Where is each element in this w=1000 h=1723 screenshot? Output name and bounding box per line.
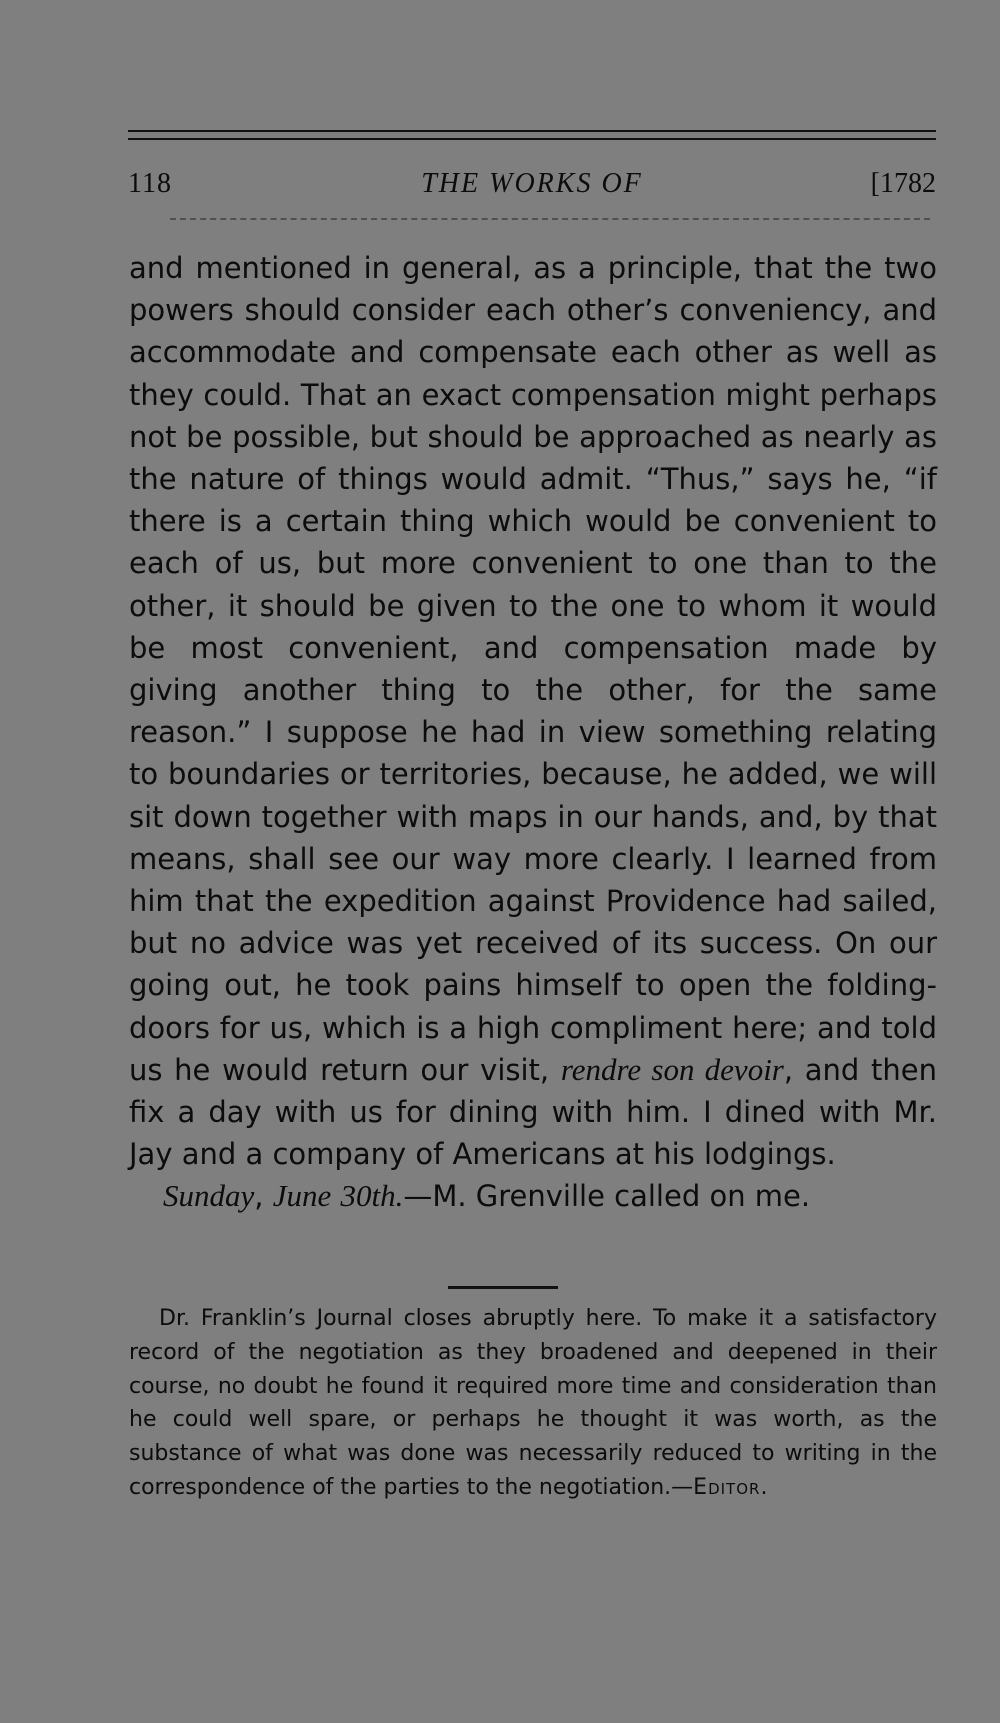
footnote-paragraph [129,1302,937,1505]
paragraph-text-end: , and then fix a day with us for dining with him. I dined with Mr. Jay and a company of Americans at his lodgings. [129,1052,937,1172]
paragraph-text: and mentioned in general, as a principle, that the two powers should consider each other’s conveniency, and accommodate and compensate each other as well as they could. That an exact compensation might perhaps not be possible, but should be approached as nearly as the nature of things would admit. “Thus,” says he, “if there is a certain thing which would be convenient to each of us, but more convenient to one than to the other, it should be given to the one to whom it would be most convenient, and compensation made by giving another thing to the other, for the same reason.” I suppose he had in view something relating to boundaries or territories, because, he added, we will sit down together with maps in our hands, and, by that means, shall see our way more clearly. I learned from him that the expedition against Providence had sailed, but no advice was yet received of its success. On our going out, he took pains himself to open the folding-doors for us, which is a high compliment here; and told us he would return our visit, [129,251,937,1087]
top-rule-lower [128,138,936,140]
footnote-separator [448,1286,558,1289]
entry-day: Sunday [163,1178,255,1214]
foreign-phrase: rendre son devoir [560,1051,784,1087]
page-number: 118 [128,168,172,199]
body-text [129,247,937,1218]
footnote-text: Dr. Franklin’s Journal closes abruptly here. To make it a satisfactory record of the negotiation as they broadened and deepened in their course, no doubt he found it required more time and consideration than he could well spare, or perhaps he thought it was worth, as the substance of what was done was necessarily reduced to writing in the correspondence of the parties to the negotiation.— [129,1306,937,1500]
entry-date-suffix: th. [371,1178,404,1214]
entry-date-number: 30 [340,1178,372,1214]
running-year: [1782 [870,168,936,199]
header-dash-rule [170,218,930,220]
running-title: THE WORKS OF [421,168,643,199]
entry-month: June [272,1178,332,1214]
footnote-signature: Editor. [693,1474,769,1500]
dated-entry: Sunday, June 30th.—M. Grenville called on me. [163,1178,811,1214]
top-rule-upper [128,130,936,132]
running-head [128,166,936,202]
entry-text: —M. Grenville called on me. [403,1179,811,1214]
footnote [129,1302,937,1505]
paragraph [129,247,937,1175]
